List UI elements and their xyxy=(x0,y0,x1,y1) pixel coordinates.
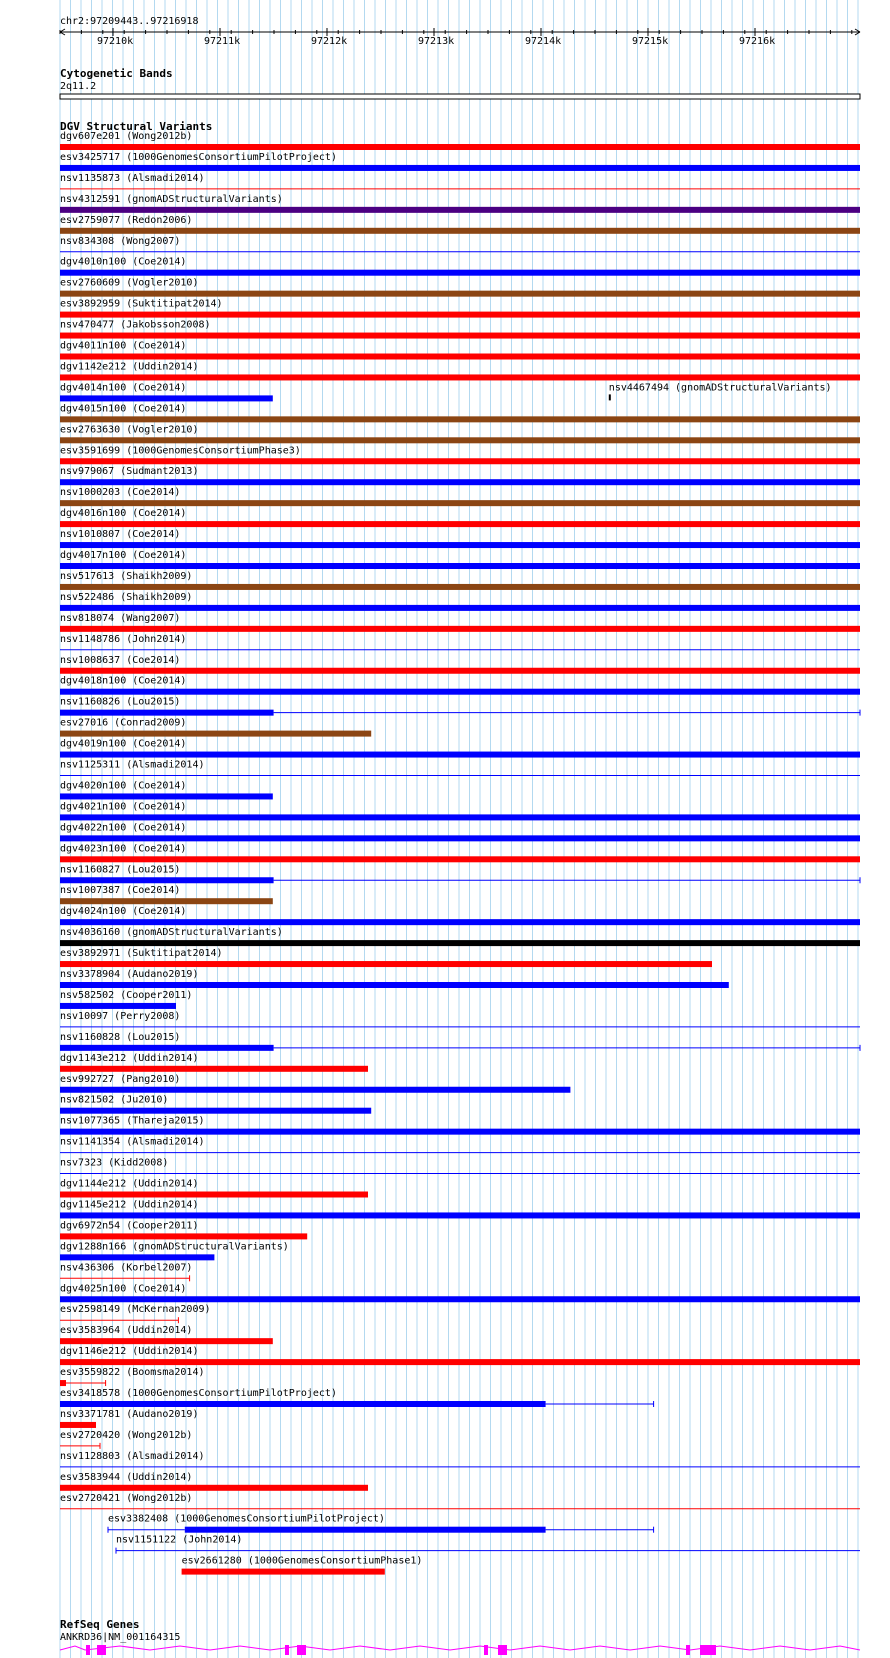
dgv-features[interactable] xyxy=(60,131,860,1575)
dgv-feature-label: dgv4014n100 (Coe2014) xyxy=(60,382,187,394)
dgv-feature-label: dgv4010n100 (Coe2014) xyxy=(60,256,187,268)
dgv-feature-label: esv3425717 (1000GenomesConsortiumPilotProject) xyxy=(60,151,337,163)
dgv-feature-bar[interactable] xyxy=(60,333,860,339)
dgv-feature[interactable] xyxy=(60,1451,860,1467)
dgv-feature-label: dgv1142e212 (Uddin2014) xyxy=(60,361,199,373)
dgv-feature[interactable] xyxy=(60,1241,289,1260)
dgv-feature-bar[interactable] xyxy=(60,605,860,611)
dgv-feature-bar[interactable] xyxy=(60,270,860,276)
dgv-feature-bar[interactable] xyxy=(60,165,860,171)
dgv-feature-label: esv3583944 (Uddin2014) xyxy=(60,1471,193,1483)
dgv-feature-bar[interactable] xyxy=(60,1338,273,1344)
dgv-feature[interactable] xyxy=(60,278,860,297)
dgv-feature[interactable] xyxy=(60,1367,205,1386)
dgv-feature-bar[interactable] xyxy=(60,291,860,297)
exon[interactable] xyxy=(297,1645,306,1655)
dgv-feature[interactable] xyxy=(60,718,371,737)
dgv-feature[interactable] xyxy=(60,1283,860,1302)
dgv-feature[interactable] xyxy=(60,1493,860,1509)
dgv-feature[interactable] xyxy=(60,1304,211,1323)
dgv-feature[interactable] xyxy=(60,592,860,611)
dgv-feature-bar[interactable] xyxy=(60,584,860,590)
dgv-feature-label: nsv1148786 (John2014) xyxy=(60,633,187,645)
cytoband-track-title: Cytogenetic Bands xyxy=(60,67,173,80)
dgv-feature-label: nsv1007387 (Coe2014) xyxy=(60,885,181,897)
dgv-feature-label: nsv4467494 (gnomADStructuralVariants) xyxy=(608,382,832,394)
dgv-feature-label: esv3892971 (Suktitipat2014) xyxy=(60,948,223,960)
ruler-tick-label: 97216k xyxy=(739,36,776,47)
gene-model[interactable] xyxy=(60,1645,860,1655)
dgv-feature[interactable] xyxy=(60,1472,368,1491)
dgv-feature[interactable] xyxy=(60,487,860,506)
dgv-feature-bar[interactable] xyxy=(60,668,860,674)
dgv-feature[interactable] xyxy=(60,885,273,904)
exon[interactable] xyxy=(97,1645,106,1655)
dgv-feature-label: dgv4023n100 (Coe2014) xyxy=(60,843,187,855)
dgv-feature-bar[interactable] xyxy=(60,542,860,548)
dgv-feature-label: nsv582502 (Cooper2011) xyxy=(60,989,193,1001)
dgv-feature-label: nsv1160826 (Lou2015) xyxy=(60,696,181,708)
ruler-ticks xyxy=(60,28,852,47)
exon[interactable] xyxy=(700,1645,716,1655)
dgv-feature-bar[interactable] xyxy=(60,1254,214,1260)
dgv-feature-bar[interactable] xyxy=(60,416,860,422)
dgv-feature-label: nsv3371781 (Audano2019) xyxy=(60,1408,199,1420)
dgv-feature-bar[interactable] xyxy=(60,626,860,632)
dgv-feature-bar[interactable] xyxy=(60,395,273,401)
dgv-feature-label: nsv1141354 (Alsmadi2014) xyxy=(60,1136,205,1148)
dgv-feature[interactable] xyxy=(60,822,860,841)
dgv-feature-label: dgv1144e212 (Uddin2014) xyxy=(60,1178,199,1190)
gene-label: ANKRD36|NM_001164315 xyxy=(60,1632,181,1643)
dgv-feature[interactable] xyxy=(60,466,860,485)
dgv-feature-label: dgv4025n100 (Coe2014) xyxy=(60,1283,187,1295)
dgv-feature[interactable] xyxy=(60,969,729,988)
dgv-track-title: DGV Structural Variants xyxy=(60,120,213,133)
dgv-feature-bar[interactable] xyxy=(60,1422,96,1428)
dgv-feature-label: esv2598149 (McKernan2009) xyxy=(60,1304,211,1316)
dgv-feature-label: esv3591699 (1000GenomesConsortiumPhase3) xyxy=(60,445,301,457)
dgv-feature-label: dgv1145e212 (Uddin2014) xyxy=(60,1199,199,1211)
dgv-feature-label: esv2760609 (Vogler2010) xyxy=(60,277,199,289)
dgv-feature-label: nsv436306 (Korbel2007) xyxy=(60,1262,193,1274)
dgv-feature-bar[interactable] xyxy=(60,814,860,820)
exon[interactable] xyxy=(498,1645,507,1655)
dgv-feature[interactable] xyxy=(60,1388,654,1407)
dgv-feature[interactable] xyxy=(60,341,860,360)
dgv-feature[interactable] xyxy=(60,571,860,590)
dgv-feature-bar[interactable] xyxy=(182,1569,385,1575)
dgv-feature-label: nsv522486 (Shaikh2009) xyxy=(60,591,193,603)
dgv-feature-label: nsv818074 (Wang2007) xyxy=(60,612,181,624)
dgv-feature[interactable] xyxy=(60,1011,860,1027)
intron-line xyxy=(60,1646,860,1650)
dgv-feature[interactable] xyxy=(60,1199,860,1218)
dgv-feature-label: esv992727 (Pang2010) xyxy=(60,1073,181,1085)
dgv-track[interactable] xyxy=(60,120,860,1575)
dgv-feature[interactable] xyxy=(60,801,860,820)
dgv-feature-label: dgv4015n100 (Coe2014) xyxy=(60,403,187,415)
dgv-feature-label: dgv1146e212 (Uddin2014) xyxy=(60,1346,199,1358)
dgv-feature-bar[interactable] xyxy=(60,856,860,862)
exon[interactable] xyxy=(86,1645,90,1655)
dgv-feature[interactable] xyxy=(60,215,860,234)
dgv-feature[interactable] xyxy=(60,1158,860,1174)
dgv-feature-label: dgv4017n100 (Coe2014) xyxy=(60,550,187,561)
dgv-feature-label: dgv1143e212 (Uddin2014) xyxy=(60,1052,199,1064)
dgv-feature[interactable] xyxy=(60,445,860,464)
dgv-feature-bar[interactable] xyxy=(60,1212,860,1218)
dgv-feature-label: nsv4312591 (gnomADStructuralVariants) xyxy=(60,193,283,205)
dgv-feature-bar[interactable] xyxy=(60,1108,371,1114)
dgv-feature[interactable] xyxy=(60,1179,368,1198)
dgv-feature-label: nsv834308 (Wong2007) xyxy=(60,235,181,247)
dgv-feature-label: dgv4011n100 (Coe2014) xyxy=(60,340,187,352)
dgv-feature[interactable] xyxy=(60,927,860,946)
dgv-feature-bar[interactable] xyxy=(60,374,860,380)
dgv-feature-bar[interactable] xyxy=(60,1296,860,1302)
dgv-feature-bar[interactable] xyxy=(60,437,860,443)
dgv-feature[interactable] xyxy=(60,1137,860,1153)
dgv-feature-bar[interactable] xyxy=(60,835,860,841)
dgv-feature[interactable] xyxy=(60,634,860,650)
dgv-feature-label: esv2661280 (1000GenomesConsortiumPhase1) xyxy=(181,1555,423,1567)
dgv-feature-label: esv2720420 (Wong2012b) xyxy=(60,1429,193,1441)
dgv-feature[interactable] xyxy=(60,1346,860,1365)
dgv-feature-bar[interactable] xyxy=(60,1233,307,1239)
dgv-feature[interactable] xyxy=(60,194,860,213)
dgv-feature-bar[interactable] xyxy=(60,207,860,213)
dgv-feature-label: nsv10097 (Perry2008) xyxy=(60,1010,181,1022)
dgv-feature[interactable] xyxy=(60,550,860,569)
dgv-feature-label: esv2763630 (Vogler2010) xyxy=(60,424,199,436)
dgv-feature-label: dgv4018n100 (Coe2014) xyxy=(60,675,187,687)
cytoband-label: 2q11.2 xyxy=(60,81,97,92)
dgv-feature-bar[interactable] xyxy=(60,919,860,925)
dgv-feature-label: nsv821502 (Ju2010) xyxy=(60,1094,169,1106)
dgv-feature-label: nsv1000203 (Coe2014) xyxy=(60,487,181,499)
dgv-feature[interactable] xyxy=(60,864,860,883)
dgv-feature-bar[interactable] xyxy=(60,479,860,485)
dgv-feature[interactable] xyxy=(60,613,860,632)
dgv-feature-bar[interactable] xyxy=(60,793,273,799)
dgv-feature[interactable] xyxy=(60,948,712,967)
dgv-feature-label: dgv4020n100 (Coe2014) xyxy=(60,780,187,792)
dgv-feature-label: dgv1288n166 (gnomADStructuralVariants) xyxy=(60,1241,289,1253)
dgv-feature-bar[interactable] xyxy=(60,354,860,360)
dgv-feature[interactable] xyxy=(60,780,273,799)
ruler-tick-label: 97213k xyxy=(418,36,455,47)
refseq-track[interactable] xyxy=(60,1618,860,1655)
dgv-feature-bar[interactable] xyxy=(60,877,274,883)
dgv-feature-bar[interactable] xyxy=(60,521,860,527)
ruler-track xyxy=(60,16,860,47)
ruler-tick-label: 97214k xyxy=(525,36,562,47)
dgv-feature[interactable] xyxy=(60,361,860,380)
dgv-feature[interactable] xyxy=(60,1262,192,1281)
dgv-feature-label: esv3559822 (Boomsma2014) xyxy=(60,1367,205,1379)
dgv-feature-label: nsv470477 (Jakobsson2008) xyxy=(60,319,211,331)
ruler-tick-label: 97212k xyxy=(311,36,348,47)
ruler-tick-label: 97215k xyxy=(632,36,669,47)
dgv-feature-label: nsv1008637 (Coe2014) xyxy=(60,654,181,666)
dgv-feature[interactable] xyxy=(60,236,860,252)
dgv-feature[interactable] xyxy=(60,508,860,527)
dgv-feature-label: esv3382408 (1000GenomesConsortiumPilotProject) xyxy=(108,1513,385,1525)
dgv-feature[interactable] xyxy=(60,697,860,716)
dgv-feature-bar[interactable] xyxy=(60,144,860,150)
dgv-feature-bar[interactable] xyxy=(185,1527,546,1533)
dgv-feature[interactable] xyxy=(60,320,860,339)
dgv-feature[interactable] xyxy=(60,843,860,862)
cytoband-track[interactable] xyxy=(60,67,860,99)
dgv-feature-label: nsv1151122 (John2014) xyxy=(116,1534,243,1546)
dgv-feature[interactable] xyxy=(60,906,860,925)
dgv-feature-bar[interactable] xyxy=(60,228,860,234)
exon[interactable] xyxy=(484,1645,488,1655)
dgv-feature-bar[interactable] xyxy=(60,1087,570,1093)
dgv-feature[interactable] xyxy=(60,131,860,150)
dgv-feature[interactable] xyxy=(60,1430,192,1449)
dgv-feature-label: nsv7323 (Kidd2008) xyxy=(60,1157,169,1169)
dgv-feature-label: dgv4019n100 (Coe2014) xyxy=(60,738,187,750)
dgv-feature[interactable] xyxy=(60,173,860,189)
dgv-feature-bar[interactable] xyxy=(60,731,371,737)
dgv-feature-label: nsv1010807 (Coe2014) xyxy=(60,529,181,541)
dgv-feature-label: dgv4016n100 (Coe2014) xyxy=(60,508,187,520)
dgv-feature-label: nsv1128803 (Alsmadi2014) xyxy=(60,1450,205,1462)
dgv-feature-bar[interactable] xyxy=(60,1192,368,1198)
dgv-feature[interactable] xyxy=(116,1535,860,1554)
dgv-feature-label: nsv4036160 (gnomADStructuralVariants) xyxy=(60,927,283,939)
dgv-feature-bar[interactable] xyxy=(60,1401,546,1407)
dgv-feature-label: nsv1160827 (Lou2015) xyxy=(60,864,181,876)
dgv-feature-bar[interactable] xyxy=(60,563,860,569)
dgv-feature-bar[interactable] xyxy=(60,710,274,716)
dgv-feature-label: esv27016 (Conrad2009) xyxy=(60,717,187,729)
dgv-feature[interactable] xyxy=(60,1032,860,1051)
dgv-feature-bar[interactable] xyxy=(60,1045,274,1051)
dgv-feature-label: nsv979067 (Sudmant2013) xyxy=(60,466,199,478)
dgv-feature[interactable] xyxy=(60,1220,307,1239)
dgv-feature[interactable] xyxy=(60,424,860,443)
dgv-feature-bar[interactable] xyxy=(60,689,860,695)
dgv-feature[interactable] xyxy=(60,1053,368,1072)
dgv-feature-bar[interactable] xyxy=(60,500,860,506)
dgv-feature[interactable] xyxy=(108,1514,654,1533)
position-label: chr2:97209443..97216918 xyxy=(60,16,199,27)
dgv-feature-label: esv3418578 (1000GenomesConsortiumPilotProject) xyxy=(60,1388,337,1399)
dgv-feature[interactable] xyxy=(60,152,860,171)
dgv-feature[interactable] xyxy=(60,382,273,401)
dgv-feature-label: nsv1160828 (Lou2015) xyxy=(60,1031,181,1043)
dgv-feature-bar[interactable] xyxy=(60,752,860,758)
dgv-feature-bar[interactable] xyxy=(609,394,611,400)
dgv-feature[interactable] xyxy=(60,739,860,758)
dgv-feature[interactable] xyxy=(60,760,860,776)
dgv-feature-label: nsv1125311 (Alsmadi2014) xyxy=(60,759,205,771)
dgv-feature-bar[interactable] xyxy=(60,982,729,988)
dgv-feature[interactable] xyxy=(60,1325,273,1344)
dgv-feature-label: nsv517613 (Shaikh2009) xyxy=(60,570,193,582)
dgv-feature-bar[interactable] xyxy=(60,898,273,904)
dgv-feature-label: esv2720421 (Wong2012b) xyxy=(60,1492,193,1504)
dgv-feature-label: dgv607e201 (Wong2012b) xyxy=(60,131,193,142)
dgv-feature-label: esv3892959 (Suktitipat2014) xyxy=(60,298,223,310)
dgv-feature[interactable] xyxy=(60,1095,371,1114)
dgv-feature-label: esv3583964 (Uddin2014) xyxy=(60,1325,193,1337)
dgv-feature[interactable] xyxy=(609,382,832,400)
dgv-feature[interactable] xyxy=(60,257,860,276)
dgv-feature-label: nsv1135873 (Alsmadi2014) xyxy=(60,172,205,184)
dgv-feature-label: esv2759077 (Redon2006) xyxy=(60,214,193,226)
dgv-feature[interactable] xyxy=(60,676,860,695)
dgv-feature[interactable] xyxy=(60,529,860,548)
dgv-feature[interactable] xyxy=(60,1116,860,1135)
refseq-track-title: RefSeq Genes xyxy=(60,1618,140,1631)
dgv-feature[interactable] xyxy=(60,403,860,422)
ruler-tick-label: 97210k xyxy=(97,36,134,47)
dgv-feature-bar[interactable] xyxy=(60,312,860,318)
dgv-feature-label: nsv1077365 (Thareja2015) xyxy=(60,1115,205,1127)
dgv-feature[interactable] xyxy=(60,1409,198,1428)
dgv-feature[interactable] xyxy=(60,655,860,674)
dgv-feature[interactable] xyxy=(182,1556,423,1575)
dgv-feature-bar[interactable] xyxy=(60,458,860,464)
cytoband-ideogram[interactable] xyxy=(60,94,860,99)
ruler-tick-label: 97211k xyxy=(204,36,241,47)
dgv-feature-label: dgv4024n100 (Coe2014) xyxy=(60,906,187,918)
dgv-feature-bar[interactable] xyxy=(60,1003,176,1009)
dgv-feature[interactable] xyxy=(60,990,192,1009)
dgv-feature-bar[interactable] xyxy=(60,1359,860,1365)
dgv-feature-bar[interactable] xyxy=(60,940,860,946)
dgv-feature-bar[interactable] xyxy=(60,1129,860,1135)
dgv-feature[interactable] xyxy=(60,1074,570,1093)
dgv-feature-bar[interactable] xyxy=(60,1485,368,1491)
dgv-feature-label: dgv4021n100 (Coe2014) xyxy=(60,801,187,813)
dgv-feature-bar[interactable] xyxy=(60,1066,368,1072)
dgv-feature[interactable] xyxy=(60,299,860,318)
exon[interactable] xyxy=(686,1645,690,1655)
dgv-feature-label: nsv3378904 (Audano2019) xyxy=(60,969,199,980)
dgv-feature-bar[interactable] xyxy=(60,961,712,967)
exon[interactable] xyxy=(285,1645,289,1655)
dgv-feature-label: dgv4022n100 (Coe2014) xyxy=(60,822,187,834)
dgv-feature-label: dgv6972n54 (Cooper2011) xyxy=(60,1220,199,1232)
